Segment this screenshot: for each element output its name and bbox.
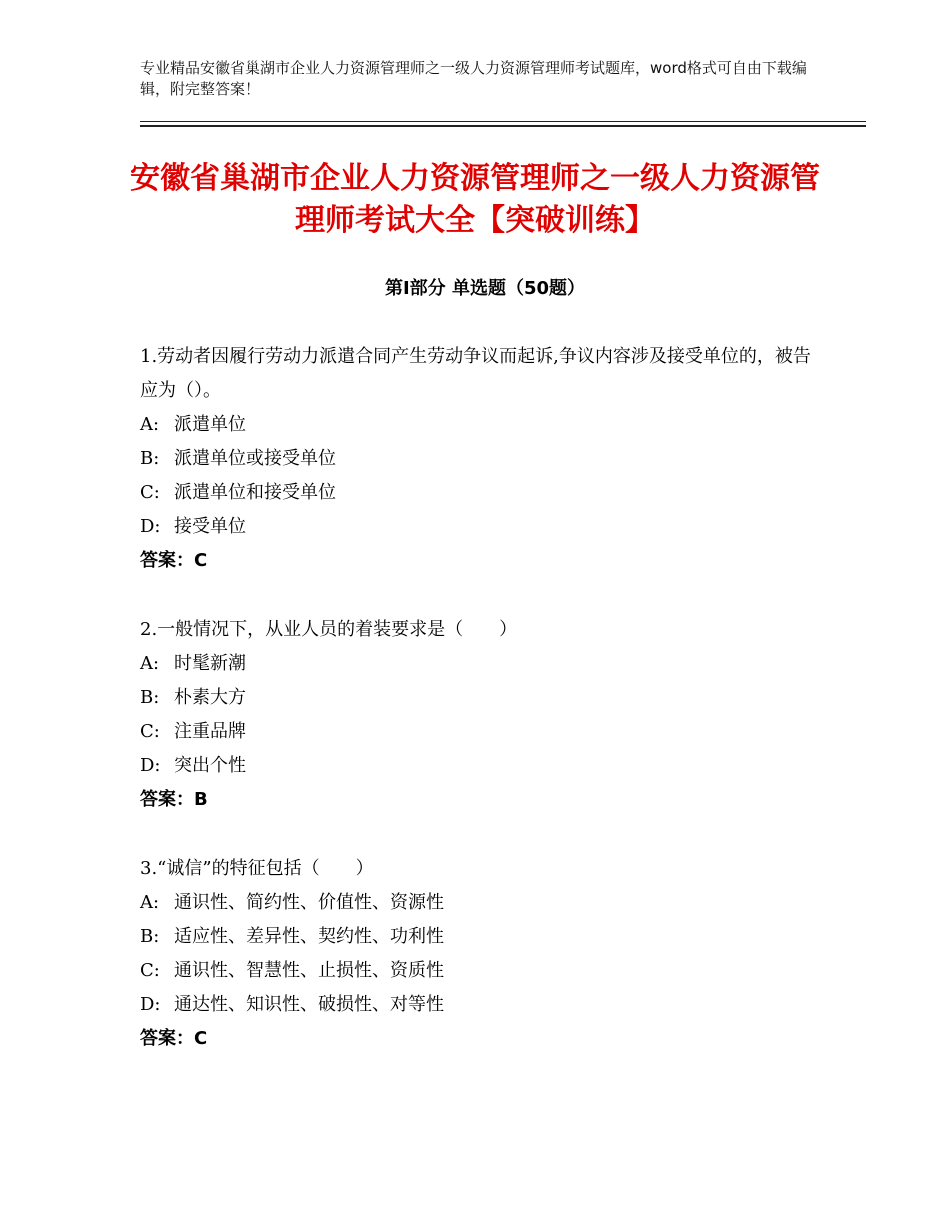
- question-option: [140, 408, 820, 442]
- option-text: 时髦新潮: [174, 653, 246, 674]
- header-divider-thin: [140, 121, 866, 122]
- question-item: [140, 613, 820, 817]
- option-text: 通达性、知识性、破损性、对等性: [174, 994, 444, 1015]
- question-option: [140, 920, 820, 954]
- question-option: [140, 510, 820, 544]
- option-text: 派遣单位或接受单位: [174, 448, 336, 469]
- question-answer: 答案：B: [140, 789, 208, 810]
- option-text: 适应性、差异性、契约性、功利性: [174, 926, 444, 947]
- question-option: [140, 886, 820, 920]
- option-text: 通识性、智慧性、止损性、资质性: [174, 960, 444, 981]
- option-key: B:: [140, 687, 160, 708]
- header-divider-thick: [140, 125, 866, 127]
- section-title: 第Ⅰ部分 单选题（50题）: [384, 278, 585, 299]
- document-title: 安徽省巢湖市企业人力资源管理师之一级人力资源管理师考试大全【突破训练】: [130, 161, 820, 238]
- option-text: 注重品牌: [174, 721, 246, 742]
- question-list: [140, 340, 820, 1091]
- option-text: 派遣单位和接受单位: [174, 482, 336, 503]
- option-key: B:: [140, 448, 160, 469]
- option-text: 派遣单位: [174, 414, 246, 435]
- question-answer: 答案：C: [140, 550, 208, 571]
- header-note: 专业精品安徽省巢湖市企业人力资源管理师之一级人力资源管理师考试题库，word格式可自由下载编辑，附完整答案！: [140, 59, 807, 98]
- option-key: B:: [140, 926, 160, 947]
- question-option: [140, 681, 820, 715]
- option-key: A:: [140, 414, 160, 435]
- option-text: 朴素大方: [174, 687, 246, 708]
- option-key: D:: [140, 516, 161, 537]
- option-key: D:: [140, 994, 161, 1015]
- option-text: 突出个性: [174, 755, 246, 776]
- option-text: 通识性、简约性、价值性、资源性: [174, 892, 444, 913]
- question-stem: 1.劳动者因履行劳动力派遣合同产生劳动争议而起诉,争议内容涉及接受单位的，被告应为（）。: [140, 346, 811, 401]
- option-key: D:: [140, 755, 161, 776]
- question-option: [140, 954, 820, 988]
- question-option: [140, 442, 820, 476]
- option-key: C:: [140, 960, 160, 981]
- option-key: C:: [140, 721, 160, 742]
- question-option: [140, 749, 820, 783]
- question-stem: 2.一般情况下，从业人员的着装要求是（ ）: [140, 619, 518, 640]
- option-key: C:: [140, 482, 160, 503]
- option-key: A:: [140, 892, 160, 913]
- option-key: A:: [140, 653, 160, 674]
- question-answer: 答案：C: [140, 1028, 208, 1049]
- question-option: [140, 476, 820, 510]
- question-item: [140, 340, 820, 578]
- question-stem: 3.“诚信”的特征包括（ ）: [140, 858, 374, 879]
- question-option: [140, 715, 820, 749]
- question-option: [140, 988, 820, 1022]
- question-item: [140, 852, 820, 1056]
- option-text: 接受单位: [174, 516, 246, 537]
- question-option: [140, 647, 820, 681]
